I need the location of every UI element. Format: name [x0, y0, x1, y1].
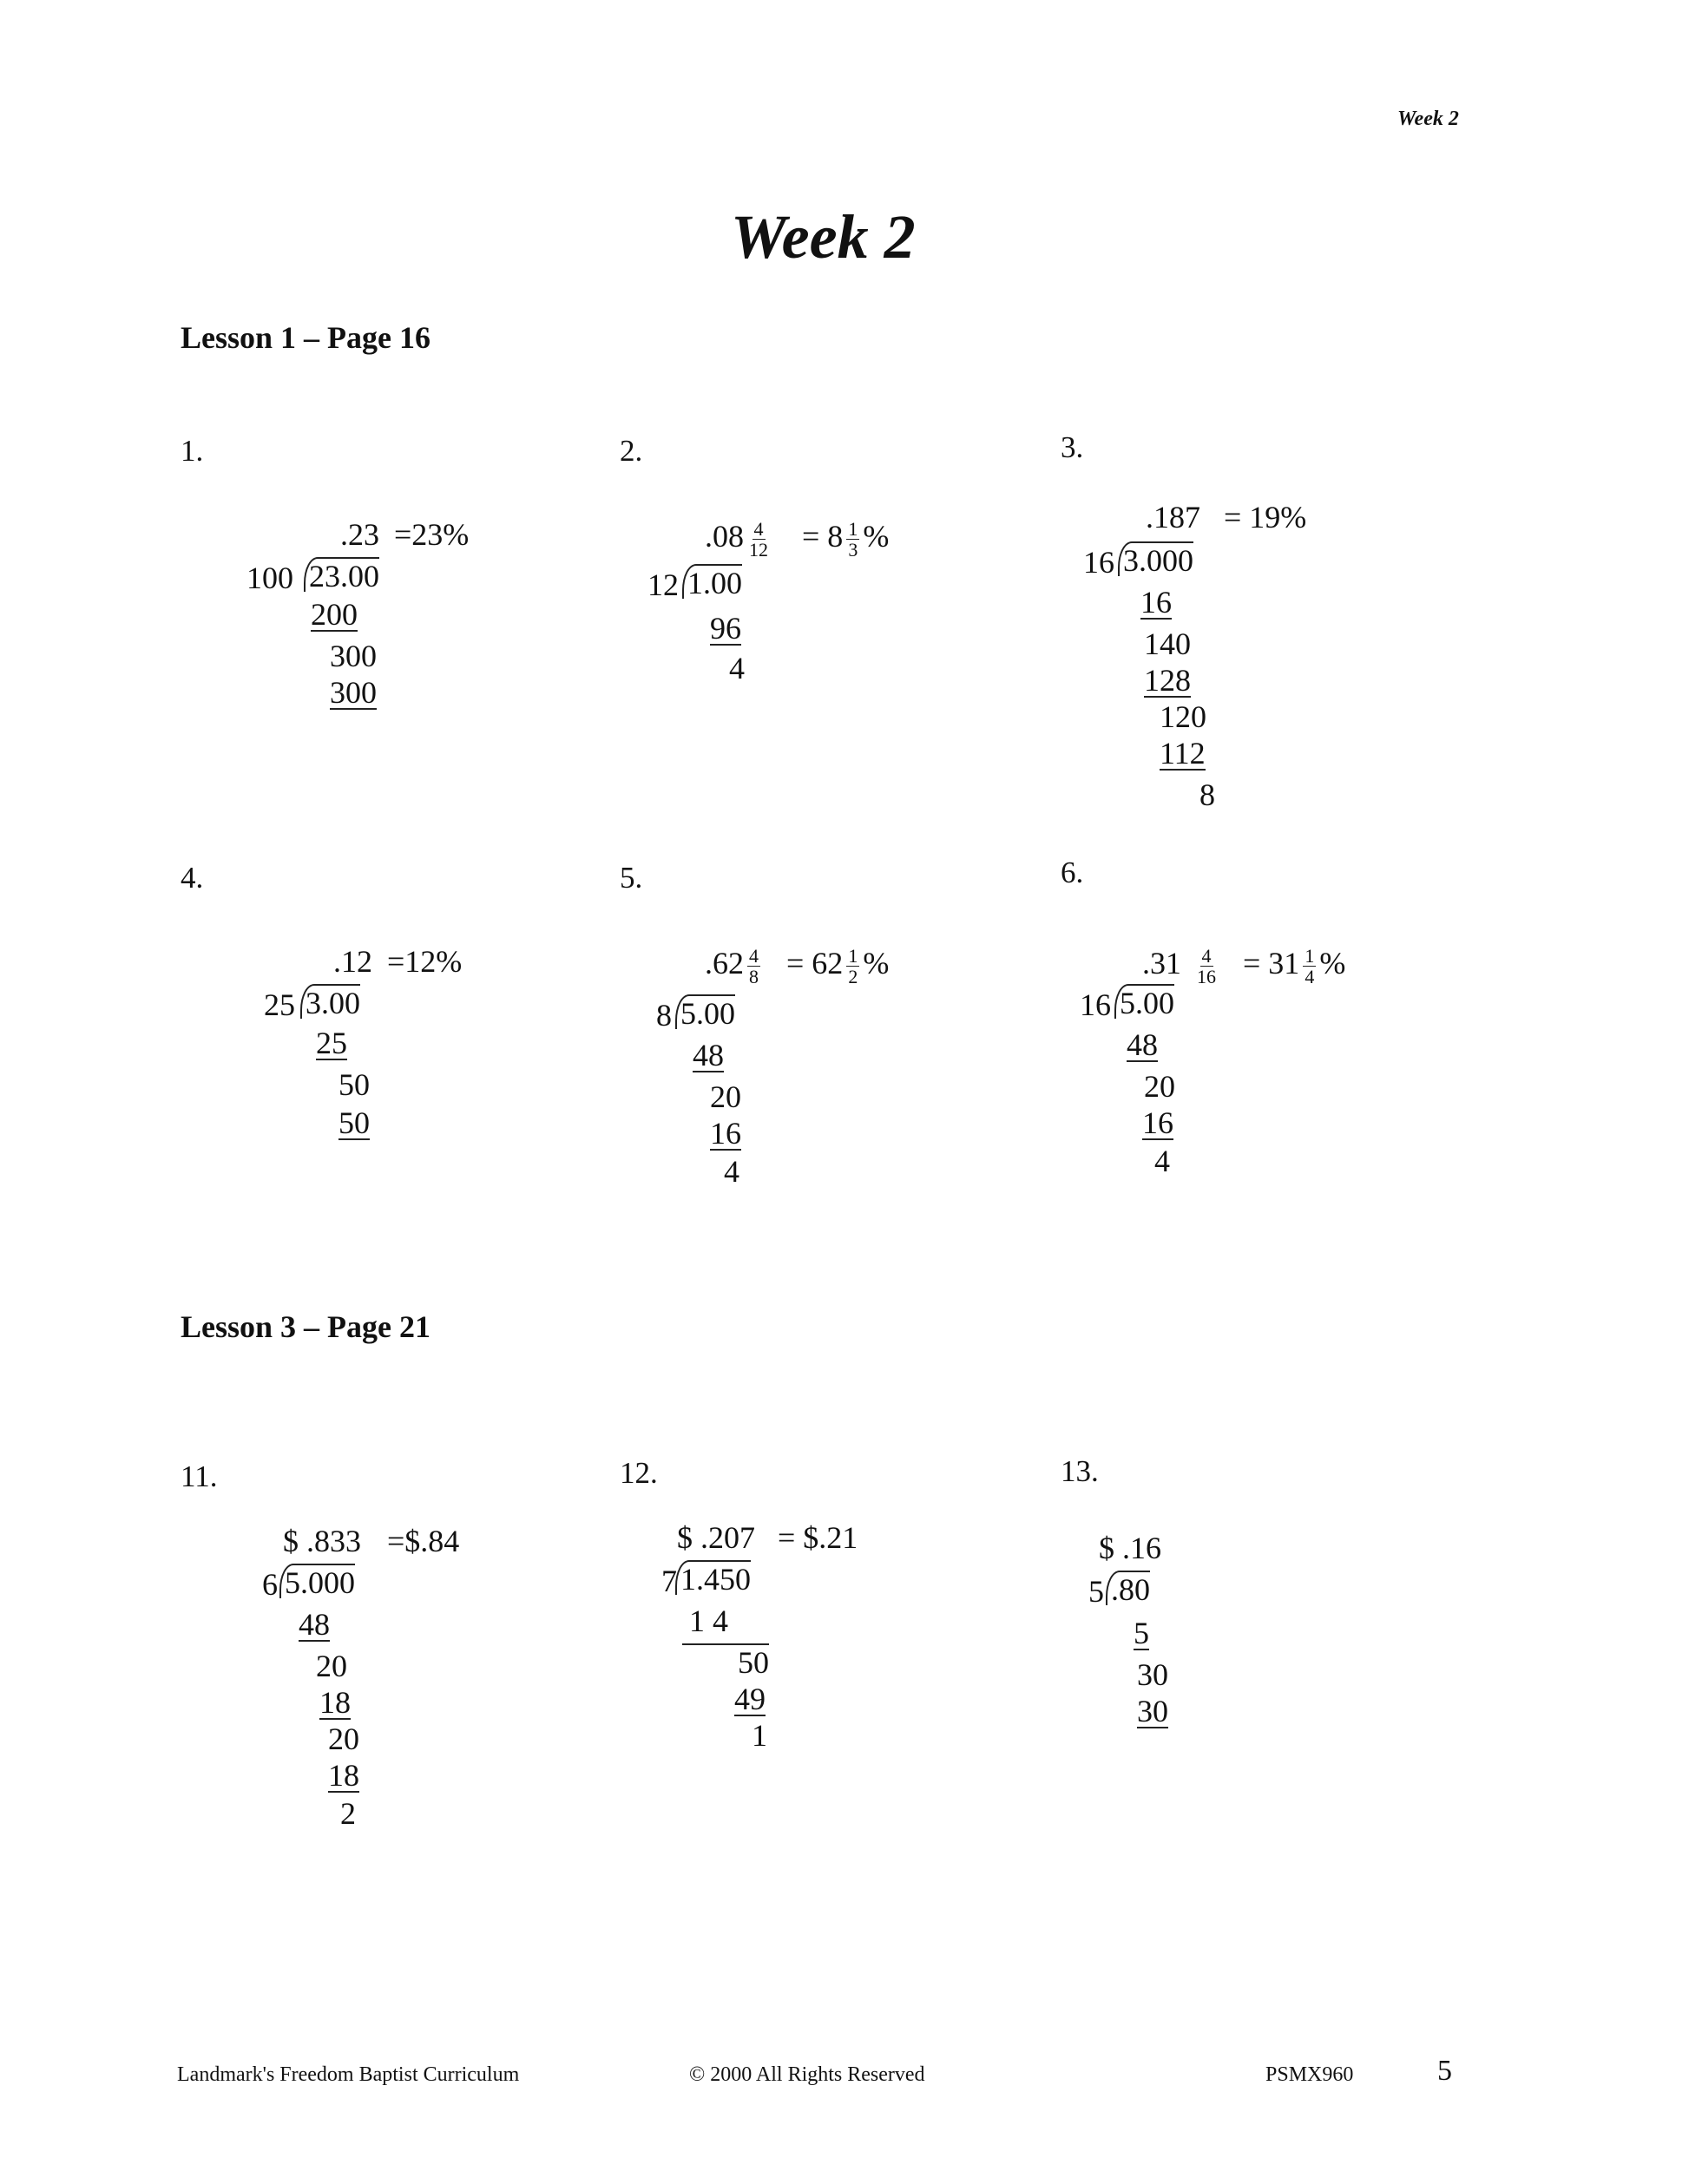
divisor-6: 16: [1080, 987, 1111, 1022]
step-11-5: 18: [328, 1758, 359, 1793]
step-3-5: 112: [1160, 736, 1206, 771]
result-fraction-5: [846, 946, 859, 987]
step-2-2: 4: [729, 651, 745, 685]
footer-publisher: Landmark's Freedom Baptist Curriculum: [177, 2063, 520, 2086]
quotient-2: [705, 519, 773, 560]
quotient-6: [1142, 946, 1221, 987]
step-12-1: 1 4: [689, 1604, 728, 1638]
footer-copyright: © 2000 All Rights Reserved: [689, 2063, 925, 2086]
dividend-2: 1.00: [682, 564, 742, 599]
result-5-whole: = 62: [786, 945, 844, 981]
step-13-3: 30: [1137, 1694, 1168, 1728]
result-2-percent: %: [863, 518, 890, 554]
lesson-heading-1: Lesson 1 – Page 16: [181, 320, 430, 355]
quotient-13: $ .16: [1099, 1531, 1161, 1565]
step-6-4: 4: [1154, 1144, 1170, 1178]
lesson-heading-3: Lesson 3 – Page 21: [181, 1309, 430, 1344]
quotient-6-value: .31: [1142, 945, 1181, 981]
result-1: =23%: [394, 517, 470, 552]
step-6-3: 16: [1142, 1105, 1173, 1140]
dividend-11: 5.000: [279, 1564, 355, 1598]
result-numerator-6: 1: [1305, 945, 1315, 967]
remainder-denominator-5: 8: [749, 966, 759, 988]
problem-label-2: 2.: [620, 434, 643, 468]
step-12-2: 50: [682, 1643, 769, 1678]
step-5-2: 20: [710, 1079, 741, 1114]
divisor-13: 5: [1088, 1574, 1104, 1609]
divisor-5: 8: [656, 998, 672, 1033]
step-3-6: 8: [1199, 777, 1215, 812]
quotient-5-value: .62: [705, 945, 744, 981]
divisor-2: 12: [647, 567, 679, 602]
step-5-4: 4: [724, 1154, 739, 1189]
result-fraction-2: [846, 519, 859, 560]
step-6-2: 20: [1144, 1069, 1175, 1104]
step-5-1: 48: [693, 1038, 724, 1072]
step-3-3: 128: [1144, 663, 1191, 698]
dividend-6: 5.00: [1114, 984, 1174, 1019]
remainder-fraction-5: [747, 946, 760, 987]
step-11-6: 2: [340, 1796, 356, 1831]
page-title: Week 2: [731, 202, 916, 272]
divisor-1: 100: [246, 561, 293, 595]
problem-label-11: 11.: [181, 1459, 218, 1493]
step-3-4: 120: [1160, 699, 1206, 734]
divisor-3: 16: [1083, 545, 1114, 580]
result-5-percent: %: [863, 945, 890, 981]
dividend-1: 23.00: [304, 557, 379, 592]
running-head: Week 2: [1397, 108, 1459, 130]
dividend-4: 3.00: [300, 984, 360, 1019]
result-denominator-6: 4: [1305, 966, 1315, 988]
problem-label-5: 5.: [620, 861, 643, 895]
result-denominator-2: 3: [848, 539, 858, 561]
problem-label-3: 3.: [1061, 430, 1084, 464]
step-11-1: 48: [299, 1607, 330, 1642]
problem-label-12: 12.: [620, 1456, 658, 1490]
step-2-1: 96: [710, 611, 741, 646]
result-denominator-5: 2: [848, 966, 858, 988]
problem-label-4: 4.: [181, 861, 204, 895]
dividend-13: .80: [1106, 1571, 1150, 1605]
step-12-3: 49: [734, 1682, 766, 1716]
result-2: [802, 519, 889, 560]
result-numerator-5: 1: [848, 945, 858, 967]
step-1-3: 300: [330, 675, 377, 710]
quotient-1: .23: [340, 517, 379, 552]
dividend-12: 1.450: [675, 1560, 751, 1595]
result-11: =$.84: [387, 1524, 460, 1558]
problem-label-6: 6.: [1061, 856, 1084, 889]
remainder-denominator-6: 16: [1197, 966, 1216, 988]
result-6-whole: = 31: [1243, 945, 1300, 981]
step-11-2: 20: [316, 1649, 347, 1683]
quotient-12: $ .207: [677, 1520, 755, 1555]
step-5-3: 16: [710, 1116, 741, 1151]
problem-label-13: 13.: [1061, 1454, 1099, 1488]
result-6-percent: %: [1319, 945, 1346, 981]
dividend-3: 3.000: [1118, 541, 1193, 576]
divisor-12: 7: [661, 1564, 677, 1598]
remainder-numerator-2: 4: [753, 518, 764, 540]
remainder-numerator-5: 4: [749, 945, 759, 967]
remainder-denominator-2: 12: [749, 539, 768, 561]
result-2-whole: = 8: [802, 518, 844, 554]
result-4: =12%: [387, 944, 463, 979]
step-11-3: 18: [319, 1685, 351, 1720]
step-1-1: 200: [311, 597, 358, 632]
step-3-2: 140: [1144, 626, 1191, 661]
quotient-2-value: .08: [705, 518, 744, 554]
step-13-1: 5: [1134, 1616, 1149, 1650]
quotient-3: .187: [1146, 500, 1200, 535]
result-3: = 19%: [1224, 500, 1307, 535]
step-6-1: 48: [1127, 1027, 1158, 1062]
quotient-11: $ .833: [283, 1524, 361, 1558]
step-11-4: 20: [328, 1722, 359, 1756]
step-3-1: 16: [1140, 585, 1172, 620]
divisor-11: 6: [262, 1567, 278, 1602]
result-fraction-6: [1303, 946, 1316, 987]
divisor-4: 25: [264, 987, 295, 1022]
step-1-2: 300: [330, 639, 377, 673]
footer-code: PSMX960: [1265, 2063, 1354, 2086]
page-number: 5: [1437, 2055, 1452, 2087]
result-6: [1243, 946, 1345, 987]
remainder-fraction-6: [1195, 946, 1218, 987]
remainder-numerator-6: 4: [1201, 945, 1212, 967]
result-5: [786, 946, 889, 987]
step-4-2: 50: [338, 1067, 370, 1102]
result-12: = $.21: [778, 1520, 858, 1555]
quotient-4: .12: [333, 944, 372, 979]
result-numerator-2: 1: [848, 518, 858, 540]
step-12-4: 1: [752, 1718, 767, 1753]
step-4-3: 50: [338, 1105, 370, 1140]
problem-label-1: 1.: [181, 434, 204, 468]
quotient-5: [705, 946, 764, 987]
step-4-1: 25: [316, 1026, 347, 1060]
remainder-fraction-2: [747, 519, 770, 560]
step-13-2: 30: [1137, 1657, 1168, 1692]
dividend-5: 5.00: [675, 994, 735, 1029]
